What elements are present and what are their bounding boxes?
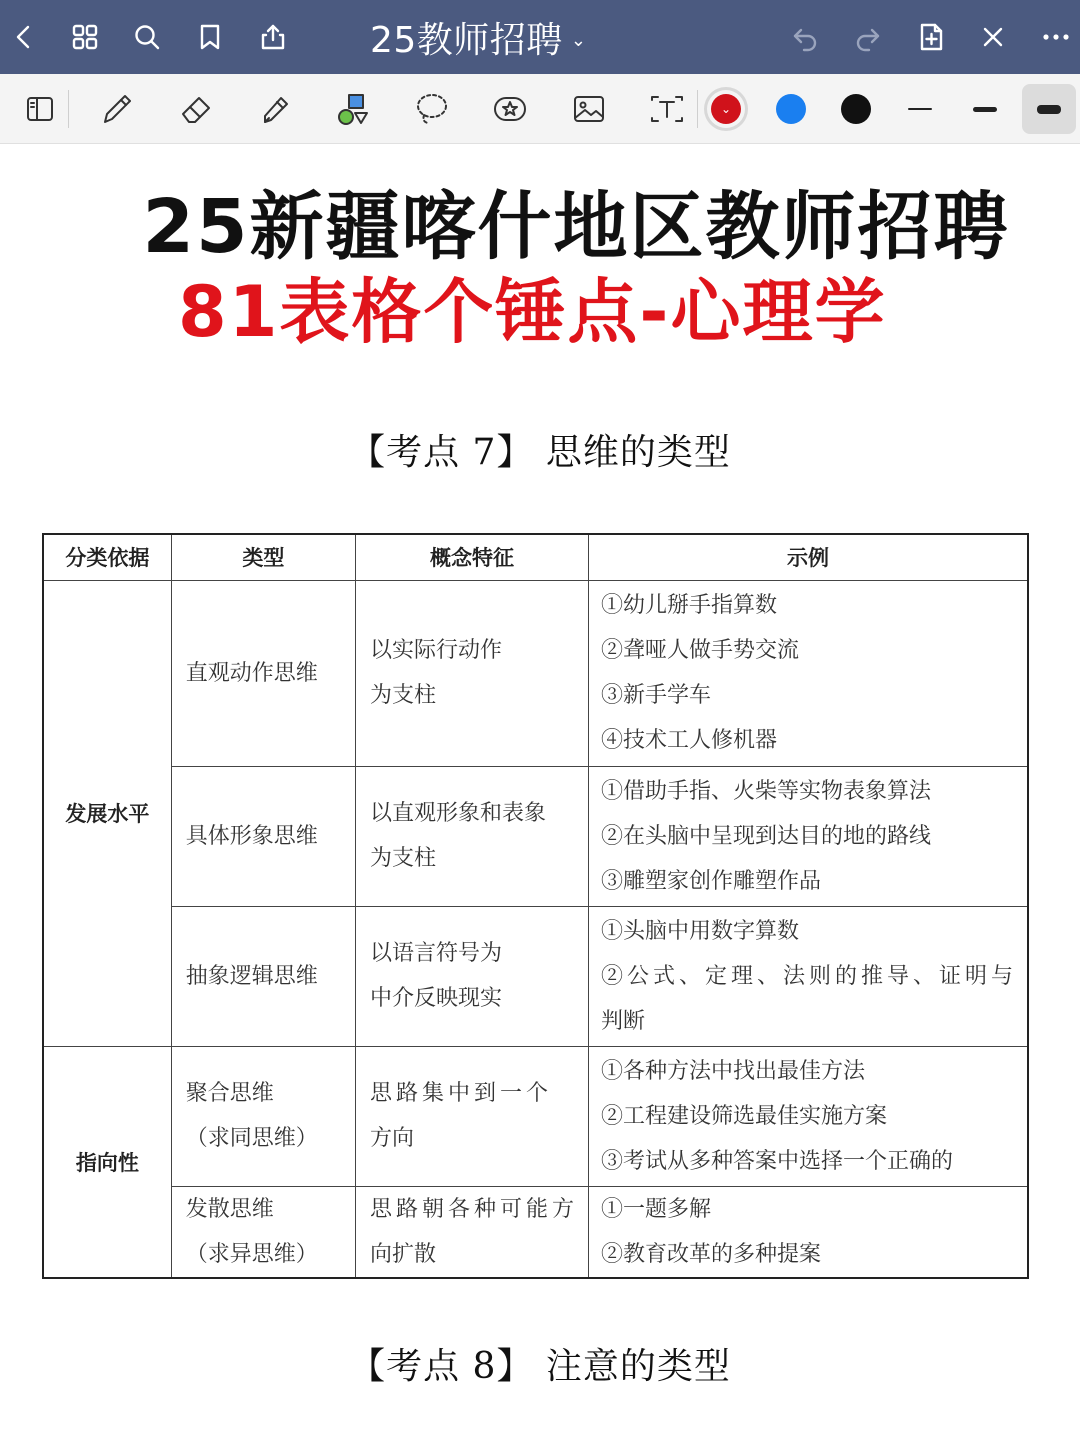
document-title[interactable] (370, 14, 586, 60)
concept-line: 思路朝各种可能方 (369, 1196, 578, 1222)
chevron-down-icon: ⌄ (570, 29, 587, 51)
type-line: 发散思维 (185, 1196, 274, 1222)
example-line: 判断 (600, 1008, 645, 1034)
example-line: ①头脑中用数字算数 (600, 918, 799, 944)
bookmark-icon[interactable] (186, 12, 234, 62)
type-line: 抽象逻辑思维 (185, 963, 318, 989)
table-row (43, 580, 1028, 766)
back-icon[interactable] (0, 12, 48, 62)
column-header: 示例 (588, 534, 1028, 580)
example-line: ①借助手指、火柴等实物表象算法 (600, 778, 931, 804)
stroke-thin-option[interactable] (893, 84, 947, 134)
pen-icon[interactable] (90, 84, 144, 134)
example-line: ③考试从多种答案中选择一个正确的 (600, 1148, 953, 1174)
text-icon[interactable] (640, 84, 694, 134)
toolbar-divider (68, 90, 69, 128)
concept-line: 以直观形象和表象 (369, 801, 546, 826)
concept-line: 中介反映现实 (369, 986, 502, 1011)
thinking-type (171, 766, 355, 906)
example-line: ②在头脑中呈现到达目的地的路线 (600, 823, 931, 849)
thinking-type (171, 580, 355, 766)
color-red-swatch[interactable] (711, 94, 741, 124)
examples (588, 1186, 1028, 1278)
classification-basis: 发展水平 (43, 580, 171, 1046)
example-line: ①一题多解 (600, 1196, 711, 1222)
example-line: ②工程建设筛选最佳实施方案 (600, 1103, 887, 1129)
stroke-medium-option[interactable] (958, 84, 1012, 134)
concept-line: 向扩散 (369, 1241, 436, 1267)
example-line: ②公式、定理、法则的推导、证明与 (600, 963, 1017, 989)
column-header: 概念特征 (355, 534, 588, 580)
document-heading-line2: 81表格个锤点-心理学 (178, 271, 887, 353)
sticker-icon[interactable] (483, 84, 537, 134)
column-header: 分类依据 (43, 534, 171, 580)
concept-line: 以语言符号为 (369, 941, 502, 966)
share-icon[interactable] (249, 12, 297, 62)
examples (588, 580, 1028, 766)
stroke-thick-option[interactable] (1022, 84, 1076, 134)
example-line: ②教育改革的多种提案 (600, 1241, 821, 1267)
document-title-text: 25教师招聘 (370, 19, 563, 61)
chevron-down-icon: ⌄ (720, 102, 732, 116)
concept-line: 为支柱 (369, 846, 436, 871)
example-line: ①幼儿掰手指算数 (600, 593, 777, 618)
example-line: ②聋哑人做手势交流 (600, 638, 799, 663)
drawing-toolbar (0, 74, 1080, 144)
grid-icon[interactable] (61, 12, 109, 62)
examples (588, 1046, 1028, 1186)
example-line: ③雕塑家创作雕塑作品 (600, 868, 821, 894)
top-nav-bar (0, 0, 1080, 74)
more-icon[interactable] (1032, 12, 1080, 62)
image-icon[interactable] (562, 84, 616, 134)
redo-icon[interactable] (844, 12, 892, 62)
type-line: （求异思维） (185, 1241, 318, 1267)
concept-line: 以实际行动作 (369, 638, 502, 663)
type-line: （求同思维） (185, 1126, 318, 1151)
concept-line: 思路集中到一个 (369, 1081, 552, 1106)
shapes-icon[interactable] (326, 84, 380, 134)
search-icon[interactable] (123, 12, 171, 62)
example-line: ③新手学车 (600, 683, 711, 708)
thinking-types-table (42, 533, 1029, 1279)
classification-basis: 指向性 (43, 1046, 171, 1278)
type-line: 具体形象思维 (185, 823, 318, 849)
thinking-type (171, 906, 355, 1046)
example-line: ④技术工人修机器 (600, 728, 777, 753)
concept-feature (355, 580, 588, 766)
concept-feature (355, 1046, 588, 1186)
column-header: 类型 (171, 534, 355, 580)
examples (588, 766, 1028, 906)
table-row (43, 766, 1028, 906)
concept-line: 方向 (369, 1126, 414, 1151)
table-row (43, 1186, 1028, 1278)
close-icon[interactable] (969, 12, 1017, 62)
eraser-icon[interactable] (170, 84, 224, 134)
table-header-row (43, 534, 1028, 580)
undo-icon[interactable] (781, 12, 829, 62)
concept-feature (355, 906, 588, 1046)
type-line: 直观动作思维 (185, 660, 318, 686)
add-page-icon[interactable] (907, 12, 955, 62)
thinking-type (171, 1046, 355, 1186)
lasso-icon[interactable] (405, 84, 459, 134)
thinking-type (171, 1186, 355, 1278)
type-line: 聚合思维 (185, 1081, 274, 1106)
color-blue-swatch[interactable] (776, 94, 806, 124)
concept-feature (355, 1186, 588, 1278)
highlighter-icon[interactable] (248, 84, 302, 134)
table-row (43, 906, 1028, 1046)
concept-line: 为支柱 (369, 683, 436, 708)
examples (588, 906, 1028, 1046)
sidebar-toggle-icon[interactable] (12, 84, 66, 134)
section-7-title: 【考点 7】 思维的类型 (349, 432, 731, 473)
document-heading-line1: 25新疆喀什地区教师招聘 (142, 184, 1010, 270)
example-line: ①各种方法中找出最佳方法 (600, 1058, 865, 1084)
table-row (43, 1046, 1028, 1186)
concept-feature (355, 766, 588, 906)
section-8-title: 【考点 8】 注意的类型 (349, 1346, 731, 1387)
toolbar-divider (697, 90, 698, 128)
color-black-swatch[interactable] (841, 94, 871, 124)
